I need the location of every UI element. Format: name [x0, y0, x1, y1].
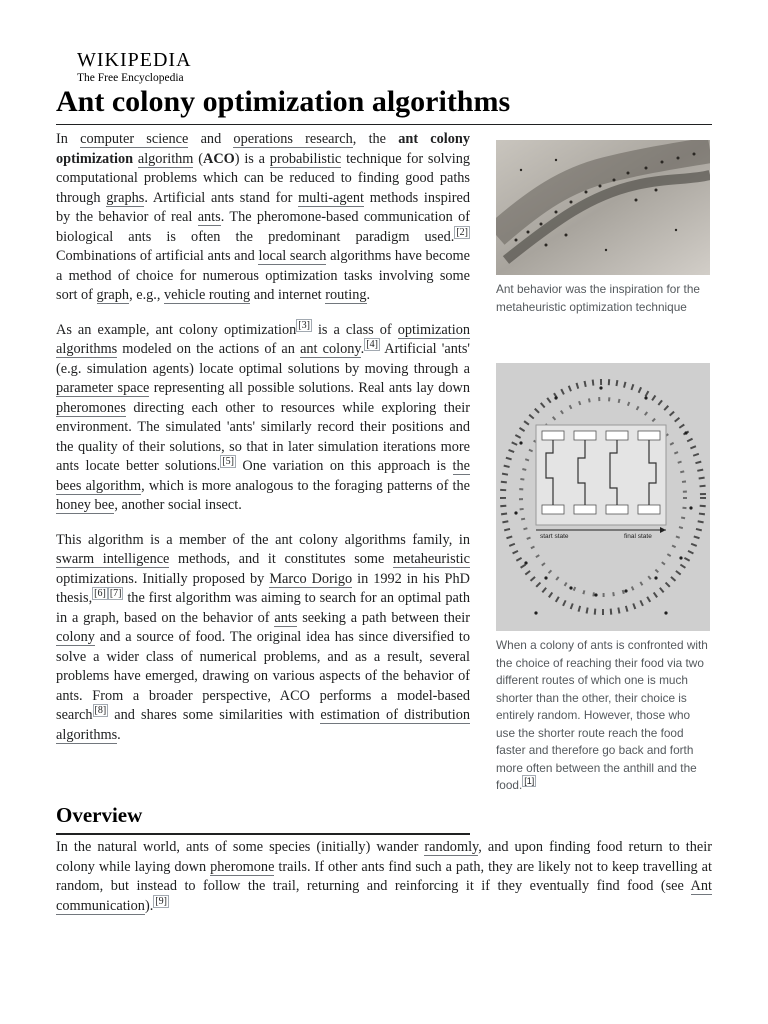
- page-title: Ant colony optimization algorithms: [56, 84, 712, 125]
- citation-4[interactable]: [4]: [366, 339, 378, 351]
- link-graphs[interactable]: graphs: [106, 189, 145, 206]
- link-multi-agent[interactable]: multi-agent: [298, 189, 365, 206]
- link-parameter-space[interactable]: parameter space: [56, 380, 150, 396]
- intro-column: [56, 130, 470, 760]
- link-randomly[interactable]: randomly: [424, 839, 479, 855]
- intro-paragraph-3: This algorithm is a member of the ant colony algorithms family, in swarm intelligence methods, and it constitutes some metaheuristic optimizations. Initially proposed by Marco Dorigo in 1992 in his PhD thesis, [6] [7] the first algorithm was aiming to search for an optimal path in a graph, based on the behavior of ants seeking a path between their colony and a source of food. The original idea has since diversified to solve a wider class of numerical problems, and as a result, several problems have emerged, drawing on various aspects of the behavior of ants. From a broader perspective, ACO performs a model-based search [8] and shares some similarities with estimation of distribution algorithms.: [56, 531, 470, 743]
- wikipedia-logo[interactable]: [77, 50, 192, 85]
- link-bees-algorithm[interactable]: the bees algorithm: [56, 458, 470, 494]
- logo-tagline: The Free Encyclopedia: [77, 72, 184, 84]
- citation-1[interactable]: [1]: [524, 776, 535, 787]
- intro-paragraph-1: In computer science and operations research, the ant colony optimization algorithm (ACO) is a probabilistic technique for solving computational problems which can be reduced to finding good paths through graphs. Artificial ants stand for multi-agent methods inspired by the behavior of real ants. The pheromone-based communication of biological ants is often the predominant paradigm used. [2] Combinations of artificial ants and local search algorithms have become a method of choice for numerous optimization tasks involving some sort of graph, e.g., vehicle routing and internet routing.: [56, 131, 471, 303]
- link-pheromones[interactable]: pheromones: [56, 399, 126, 416]
- link-honey-bee[interactable]: honey bee: [56, 497, 115, 513]
- link-routing[interactable]: routing: [325, 287, 367, 303]
- link-algorithm[interactable]: algorithm: [137, 150, 194, 167]
- link-swarm-intelligence[interactable]: swarm intelligence: [56, 551, 170, 567]
- link-computer-science[interactable]: computer science: [80, 131, 189, 147]
- link-ants-2[interactable]: ants: [274, 609, 298, 626]
- citation-8[interactable]: [8]: [94, 705, 107, 717]
- link-pheromone[interactable]: pheromone: [210, 858, 275, 875]
- figure-double-bridge: [496, 363, 710, 795]
- overview-heading: Overview: [56, 800, 470, 835]
- link-operations-research[interactable]: operations research: [233, 131, 353, 147]
- citation-5[interactable]: [5]: [222, 456, 234, 468]
- start-state-label: start state: [540, 533, 569, 540]
- link-vehicle-routing[interactable]: vehicle routing: [164, 287, 251, 303]
- overview-paragraph: In the natural world, ants of some species (initially) wander randomly, and upon finding food return to their colony while laying down pheromone trails. If other ants find such a path, they are likely not to keep travelling at random, but instead to follow the trail, returning and reinforcing it if they eventually find food (see Ant communication). [9]: [56, 839, 713, 914]
- link-colony[interactable]: colony: [56, 629, 95, 645]
- link-metaheuristic[interactable]: metaheuristic: [392, 551, 470, 567]
- citation-6[interactable]: [6]: [94, 588, 106, 600]
- link-ants[interactable]: ants: [197, 209, 221, 225]
- citation-3[interactable]: [3]: [298, 319, 310, 331]
- final-state-label: final state: [624, 533, 652, 540]
- intro-paragraph-2: As an example, ant colony optimization [3] is a class of optimization algorithms modeled on the actions of an ant colony. [4] Artificial 'ants' (e.g. simulation agents) locate optimal solutions by moving through a parameter space representing all possible solutions. Real ants lay down pheromones directing each other to resources while exploring their environment. The simulated 'ants' similarly record their positions and the quality of their solutions, so that in later simulation iterations more ants locate better solutions. [5] One variation on this approach is the bees algorithm, which is more analogous to the foraging patterns of the honey bee, another social insect.: [56, 319, 470, 513]
- link-ant-communication[interactable]: Ant communication: [56, 878, 712, 914]
- figure-2-caption: When a colony of ants is confronted with the choice of reaching their food via two different routes of which one is much shorter than the other, their choice is entirely random. However, those who use the shorter route reach the food faster and therefore go back and forth more often between the anthill and the food. [1]: [496, 638, 708, 792]
- ant-trail-photo[interactable]: [496, 140, 710, 275]
- link-local-search[interactable]: local search: [258, 248, 327, 264]
- double-bridge-photo[interactable]: [496, 363, 710, 631]
- figure-ant-trail: [496, 140, 710, 316]
- citation-7[interactable]: [7]: [109, 588, 122, 600]
- citation-2[interactable]: [2]: [456, 226, 468, 238]
- link-probabilistic[interactable]: probabilistic: [269, 150, 342, 167]
- link-optimization-algorithms[interactable]: optimization algorithms: [56, 321, 470, 357]
- link-ant-colony[interactable]: ant colony: [300, 341, 361, 357]
- link-marco-dorigo[interactable]: Marco Dorigo: [269, 570, 353, 587]
- citation-9[interactable]: [9]: [155, 895, 167, 907]
- logo-wordmark: WIKIPEDIA: [77, 49, 192, 71]
- link-graph[interactable]: graph: [96, 287, 130, 303]
- link-estimation-of-distribution-algorithms[interactable]: estimation of distribution algorithms: [56, 707, 470, 743]
- figure-1-caption: Ant behavior was the inspiration for the metaheuristic optimization technique: [496, 282, 700, 314]
